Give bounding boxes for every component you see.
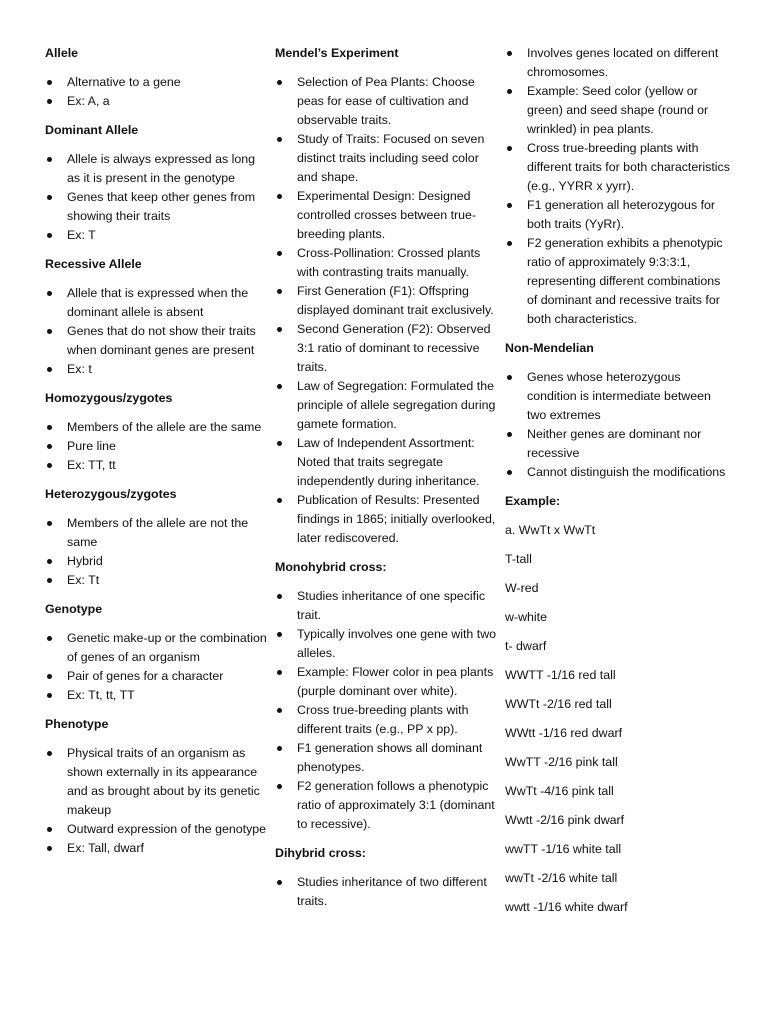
example-line: WWtt -1/16 red dwarf xyxy=(505,726,623,740)
list-item: Cross true-breeding plants with different traits for both characteristics (e.g., YYRR x yyrr). xyxy=(505,139,730,196)
section-heading-dihybrid-cross: Dihybrid cross: xyxy=(275,846,366,860)
list-item: Physical traits of an organism as shown externally in its appearance and as brought about by its genetic makeup xyxy=(45,744,267,820)
list-item: Pure line xyxy=(45,437,267,456)
list-item: Allele that is expressed when the dominant allele is absent xyxy=(45,284,267,322)
section-heading-recessive-allele: Recessive Allele xyxy=(45,257,142,271)
example-line: WWTT -1/16 red tall xyxy=(505,668,616,682)
section-heading-homozygous: Homozygous/zygotes xyxy=(45,391,173,405)
list-item: Pair of genes for a character xyxy=(45,667,267,686)
list-item: Ex: Tt xyxy=(45,571,267,590)
list-item: F2 generation follows a phenotypic ratio of approximately 3:1 (dominant to recessive). xyxy=(275,777,497,834)
section-heading-phenotype: Phenotype xyxy=(45,717,109,731)
list-item: Cannot distinguish the modifications xyxy=(505,463,730,482)
list-item: F1 generation shows all dominant phenotypes. xyxy=(275,739,497,777)
list-item: Law of Independent Assortment: Noted that traits segregate independently during inheritance. xyxy=(275,434,497,491)
section-heading-mendels-experiment: Mendel’s Experiment xyxy=(275,46,399,60)
list-heterozygous xyxy=(45,514,267,590)
example-line: W-red xyxy=(505,581,539,595)
example-line: Wwtt -2/16 pink dwarf xyxy=(505,813,625,827)
example-line: t- dwarf xyxy=(505,639,547,653)
list-homozygous xyxy=(45,418,267,475)
list-item: Genes that do not show their traits when dominant genes are present xyxy=(45,322,267,360)
list-item: Cross-Pollination: Crossed plants with contrasting traits manually. xyxy=(275,244,497,282)
list-item: Members of the allele are not the same xyxy=(45,514,267,552)
list-item: Ex: A, a xyxy=(45,92,267,111)
column-2 xyxy=(275,44,497,921)
list-item: Ex: Tall, dwarf xyxy=(45,839,267,858)
example-line: wwtt -1/16 white dwarf xyxy=(505,900,628,914)
list-mendels-experiment xyxy=(275,73,497,548)
list-item: Second Generation (F2): Observed 3:1 ratio of dominant to recessive traits. xyxy=(275,320,497,377)
list-item: Example: Flower color in pea plants (purple dominant over white). xyxy=(275,663,497,701)
section-heading-non-mendelian: Non-Mendelian xyxy=(505,341,594,355)
example-line: wwTt -2/16 white tall xyxy=(505,871,618,885)
list-item: Alternative to a gene xyxy=(45,73,267,92)
list-item: Study of Traits: Focused on seven distinct traits including seed color and shape. xyxy=(275,130,497,187)
list-item: Members of the allele are the same xyxy=(45,418,267,437)
example-line: wwTT -1/16 white tall xyxy=(505,842,622,856)
list-recessive-allele xyxy=(45,284,267,379)
example-line: WWTt -2/16 red tall xyxy=(505,697,612,711)
list-allele xyxy=(45,73,267,111)
list-item: Genes whose heterozygous condition is intermediate between two extremes xyxy=(505,368,730,425)
list-item: F2 generation exhibits a phenotypic ratio of approximately 9:3:3:1, representing different combinations of dominant and recessive traits for both characteristics. xyxy=(505,234,730,329)
list-dominant-allele xyxy=(45,150,267,245)
list-item: Ex: Tt, tt, TT xyxy=(45,686,267,705)
column-1 xyxy=(45,44,267,868)
list-item: Outward expression of the genotype xyxy=(45,820,267,839)
list-item: Cross true-breeding plants with different traits (e.g., PP x pp). xyxy=(275,701,497,739)
list-item: F1 generation all heterozygous for both traits (YyRr). xyxy=(505,196,730,234)
section-heading-allele: Allele xyxy=(45,46,79,60)
list-non-mendelian xyxy=(505,368,730,482)
list-item: Publication of Results: Presented findings in 1865; initially overlooked, later rediscovered. xyxy=(275,491,497,548)
list-phenotype xyxy=(45,744,267,858)
list-item: Selection of Pea Plants: Choose peas for ease of cultivation and observable traits. xyxy=(275,73,497,130)
section-heading-example: Example: xyxy=(505,494,561,508)
list-item: Involves genes located on different chromosomes. xyxy=(505,44,730,82)
example-line: a. WwTt x WwTt xyxy=(505,523,596,537)
list-item: Studies inheritance of one specific trait. xyxy=(275,587,497,625)
list-item: Example: Seed color (yellow or green) and seed shape (round or wrinkled) in pea plants. xyxy=(505,82,730,139)
example-line: w-white xyxy=(505,610,547,624)
list-item: Neither genes are dominant nor recessive xyxy=(505,425,730,463)
list-item: Studies inheritance of two different traits. xyxy=(275,873,497,911)
list-item: Law of Segregation: Formulated the principle of allele segregation during gamete formation. xyxy=(275,377,497,434)
section-heading-heterozygous: Heterozygous/zygotes xyxy=(45,487,177,501)
list-item: Hybrid xyxy=(45,552,267,571)
example-line: WwTt -4/16 pink tall xyxy=(505,784,614,798)
section-heading-monohybrid-cross: Monohybrid cross: xyxy=(275,560,387,574)
list-item: Genetic make-up or the combination of genes of an organism xyxy=(45,629,267,667)
list-item: Ex: t xyxy=(45,360,267,379)
list-item: Ex: T xyxy=(45,226,267,245)
list-item: Experimental Design: Designed controlled crosses between true-breeding plants. xyxy=(275,187,497,244)
list-item: First Generation (F1): Offspring displayed dominant trait exclusively. xyxy=(275,282,497,320)
example-line: WwTT -2/16 pink tall xyxy=(505,755,618,769)
list-dihybrid-cross xyxy=(275,873,497,911)
list-item: Genes that keep other genes from showing their traits xyxy=(45,188,267,226)
list-item: Ex: TT, tt xyxy=(45,456,267,475)
list-monohybrid-cross xyxy=(275,587,497,834)
example-line: T-tall xyxy=(505,552,532,566)
section-heading-dominant-allele: Dominant Allele xyxy=(45,123,139,137)
list-item: Typically involves one gene with two alleles. xyxy=(275,625,497,663)
column-3 xyxy=(505,44,730,927)
list-dihybrid-continued xyxy=(505,44,730,329)
list-item: Allele is always expressed as long as it is present in the genotype xyxy=(45,150,267,188)
section-heading-genotype: Genotype xyxy=(45,602,103,616)
list-genotype xyxy=(45,629,267,705)
